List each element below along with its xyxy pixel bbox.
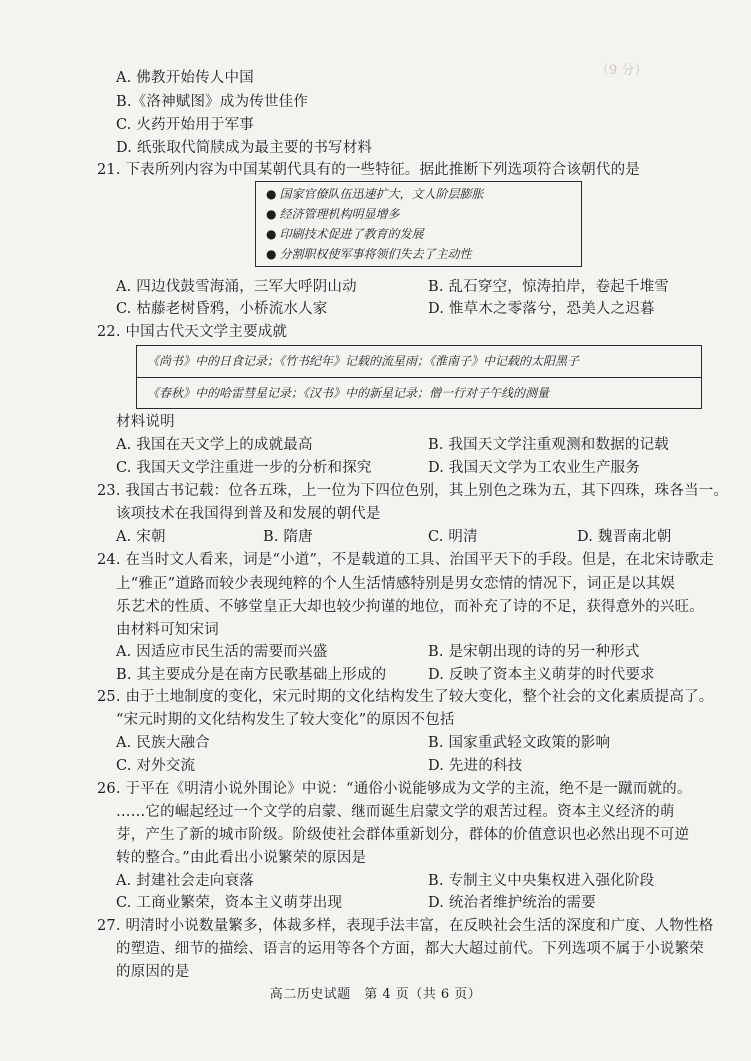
q27-stem-line: 27. 明清时小说数量繁多，体裁多样，表现手法丰富，在反映社会生活的深度和广度、人物性格 [97, 918, 714, 934]
q22-material-row: 《春秋》中的哈雷彗星记录；《汉书》中的新星记录；僧一行对子午线的测量 [147, 386, 550, 400]
q20-option-d: D. 纸张取代简牍成为最主要的书写材料 [116, 140, 373, 156]
q24-option-b: B. 是宋朝出现的诗的另一种形式 [428, 644, 640, 660]
q21-feature-item: ● 印刷技术促进了教育的发展 [266, 227, 424, 241]
q23-stem-line: 23. 我国古书记载：位各五珠，上一位为下四位色别，其上别色之珠为五，其下四珠，珠各当一。 [97, 483, 729, 499]
q24-option-c: B. 其主要成分是在南方民歌基础上形成的 [116, 667, 387, 683]
show-through-text: （9 分） [596, 63, 648, 78]
q24-option-a: A. 因适应市民生活的需要而兴盛 [116, 644, 328, 660]
q21-stem: 21. 下表所列内容为中国某朝代具有的一些特征。据此推断下列选项符合该朝代的是 [97, 162, 640, 178]
q21-feature-item: ● 分割职权使军事将领们失去了主动性 [266, 247, 472, 261]
q25-option-a: A. 民族大融合 [116, 735, 210, 751]
q24-stem-line: 乐艺术的性质、不够堂皇正大却也较少拘谨的地位，而补充了诗的不足，获得意外的兴旺。 [116, 599, 704, 615]
page-footer: 高二历史试题 第 4 页（共 6 页） [269, 987, 482, 1002]
q26-stem-line: 26. 于平在《明清小说外围论》中说：“通俗小说能够成为文学的主流，绝不是一蹴而就的。 [97, 781, 692, 797]
bullet-icon: ● [266, 207, 277, 221]
bullet-icon: ● [266, 187, 277, 201]
q26-stem-line: 转的整合。”由此看出小说繁荣的原因是 [116, 850, 367, 866]
q24-stem-line: 上“雅正”道路而较少表现纯粹的个人生活情感特别是男女恋情的情况下，词正是以其娱 [116, 576, 676, 592]
bullet-icon: ● [266, 247, 277, 261]
q23-option-a: A. 宋朝 [116, 529, 166, 545]
q23-stem-line: 该项技术在我国得到普及和发展的朝代是 [116, 506, 381, 522]
q25-stem-line: “宋元时期的文化结构发生了较大变化”的原因不包括 [116, 712, 455, 728]
q21-option-d: D. 惟草木之零落兮，恐美人之迟暮 [428, 301, 655, 317]
q22-material-row: 《尚书》中的日食记录；《竹书纪年》记载的流星雨；《淮南子》中记载的太阳黑子 [147, 354, 580, 368]
q24-stem-line: 由材料可知宋词 [116, 622, 219, 638]
q22-material-box [136, 345, 702, 409]
q25-option-c: C. 对外交流 [116, 758, 196, 774]
q25-option-b: B. 国家重武轻文政策的影响 [428, 735, 611, 751]
q26-option-d: D. 统治者维护统治的需要 [428, 895, 596, 911]
q21-option-c: C. 枯藤老树昏鸦，小桥流水人家 [116, 301, 328, 317]
q22-option-c: C. 我国天文学注重进一步的分析和探究 [116, 460, 372, 476]
q23-option-b: B. 隋唐 [263, 529, 313, 545]
q20-option-b: B.《洛神赋图》成为传世佳作 [116, 94, 309, 110]
q26-stem-line: 芽，产生了新的城市阶级。阶级使社会群体重新划分，群体的价值意识也必然出现不可逆 [116, 827, 690, 843]
q22-option-a: A. 我国在天文学上的成就最高 [116, 437, 313, 453]
q25-stem-line: 25. 由于土地制度的变化，宋元时期的文化结构发生了较大变化，整个社会的文化素质提高了。 [97, 689, 714, 705]
q22-option-b: B. 我国天文学注重观测和数据的记载 [428, 437, 669, 453]
q26-stem-line: ……它的崛起经过一个文学的启蒙、继而诞生启蒙文学的艰苦过程。资本主义经济的萌 [116, 804, 675, 820]
q22-material-note: 材料说明 [116, 414, 175, 430]
q21-option-a: A. 四边伐鼓雪海涌，三军大呼阴山动 [116, 279, 357, 295]
bullet-icon: ● [266, 227, 277, 241]
q26-option-c: C. 工商业繁荣，资本主义萌芽出现 [116, 895, 343, 911]
q22-option-d: D. 我国天文学为工农业生产服务 [428, 460, 641, 476]
q20-option-c: C. 火药开始用于军事 [116, 117, 254, 133]
q24-stem-line: 24. 在当时文人看来，词是“小道”，不是载道的工具、治国平天下的手段。但是，在北宋诗歌走 [97, 552, 714, 568]
q27-stem-line: 的塑造、细节的描绘、语言的运用等各个方面，都大大超过前代。下列选项不属于小说繁荣 [116, 941, 704, 957]
q20-option-a: A. 佛教开始传人中国 [116, 70, 254, 86]
q27-stem-line: 的原因的是 [116, 964, 190, 980]
q21-feature-box [255, 181, 582, 267]
q25-option-d: D. 先进的科技 [428, 758, 523, 774]
q21-feature-item: ● 经济管理机构明显增多 [266, 207, 400, 221]
table-divider [137, 377, 701, 378]
q23-option-d: D. 魏晋南北朝 [577, 529, 672, 545]
q22-stem: 22. 中国古代天文学主要成就 [97, 324, 288, 340]
q21-option-b: B. 乱石穿空，惊涛拍岸，卷起千堆雪 [428, 279, 669, 295]
q23-option-c: C. 明清 [428, 529, 478, 545]
q21-feature-item: ● 国家官僚队伍迅速扩大，文人阶层膨胀 [266, 187, 484, 201]
q24-option-d: D. 反映了资本主义萌芽的时代要求 [428, 667, 655, 683]
q26-option-a: A. 封建社会走向衰落 [116, 873, 254, 889]
q26-option-b: B. 专制主义中央集权进入强化阶段 [428, 873, 655, 889]
